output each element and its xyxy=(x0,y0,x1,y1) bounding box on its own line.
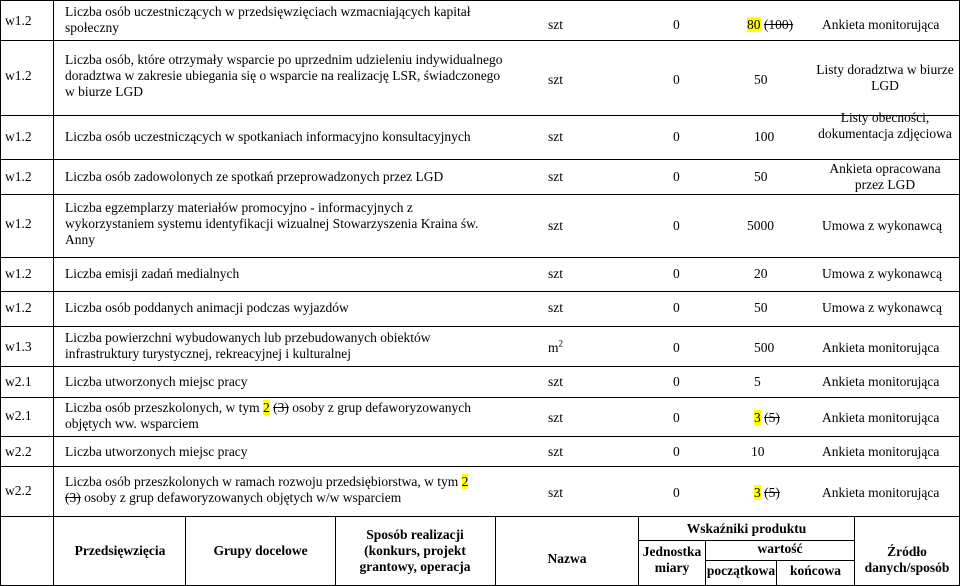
target-value: 5000 xyxy=(747,218,774,233)
source: Umowa z wykonawcą xyxy=(822,218,942,233)
source: Ankieta opracowana przez LGD xyxy=(829,161,941,192)
row-divider xyxy=(0,516,960,517)
row-code: w2.1 xyxy=(5,408,32,423)
name-old: (3) xyxy=(273,400,289,415)
row-code: w2.2 xyxy=(5,483,32,498)
unit: szt xyxy=(548,485,563,500)
source: Ankieta monitorująca xyxy=(822,17,940,32)
row-code: w1.2 xyxy=(5,169,32,184)
indicator-name: Liczba utworzonych miejsc pracy xyxy=(65,374,248,389)
name-part: Liczba osób przeszkolonych, w tym xyxy=(65,400,260,415)
header-przedsiewziecia: Przedsięwzięcia xyxy=(74,543,166,558)
indicator-name: Liczba emisji zadań medialnych xyxy=(65,266,240,281)
header-sposob-realizacji: Sposób realizacji (konkurs, projekt grantowy, operacja xyxy=(359,527,471,574)
start-value: 0 xyxy=(673,374,680,389)
unit-exponent: 2 xyxy=(558,338,564,349)
header-grupy-docelowe: Grupy docelowe xyxy=(213,543,308,558)
source: Ankieta monitorująca xyxy=(822,410,940,425)
row-code: w1.3 xyxy=(5,339,32,354)
row-divider xyxy=(0,291,960,292)
target-value xyxy=(747,17,793,33)
indicator-name: Liczba osób poddanych animacji podczas wyjazdów xyxy=(65,300,349,315)
start-value: 0 xyxy=(673,444,680,459)
start-value: 0 xyxy=(673,485,680,500)
target-value: 100 xyxy=(754,129,775,144)
row-code: w2.2 xyxy=(5,444,32,459)
indicator-name: Liczba osób uczestniczących w spotkaniach informacyjno konsultacyjnych xyxy=(65,129,471,144)
col-divider xyxy=(53,0,54,586)
source: Ankieta monitorująca xyxy=(822,374,940,389)
start-value: 0 xyxy=(673,266,680,281)
unit: szt xyxy=(548,410,563,425)
row-divider xyxy=(0,194,960,195)
indicator-name xyxy=(65,400,485,432)
row-code: w1.2 xyxy=(5,68,32,83)
row-divider xyxy=(0,257,960,258)
source: Umowa z wykonawcą xyxy=(822,300,942,315)
start-value: 0 xyxy=(673,17,680,32)
header-jednostka-miary: Jednostka miary xyxy=(642,544,702,575)
target-value xyxy=(754,485,780,501)
source: Umowa z wykonawcą xyxy=(822,266,942,281)
indicator-name: Liczba utworzonych miejsc pracy xyxy=(65,444,248,459)
unit: szt xyxy=(548,129,563,144)
target-old: (100) xyxy=(763,17,794,32)
header-subdivider xyxy=(705,560,854,561)
start-value: 0 xyxy=(673,340,680,355)
row-divider xyxy=(0,436,960,437)
target-new: 3 xyxy=(754,485,761,500)
row-code: w1.2 xyxy=(5,13,32,28)
target-value: 5 xyxy=(754,374,761,389)
target-old: (5) xyxy=(764,410,780,425)
target-new: 3 xyxy=(754,410,761,425)
unit: szt xyxy=(548,218,563,233)
row-code: w1.2 xyxy=(5,266,32,281)
start-value: 0 xyxy=(673,218,680,233)
source: Ankieta monitorująca xyxy=(822,444,940,459)
indicator-name: Liczba osób uczestniczących w przedsięwzięciach wzmacniających kapitał społeczny xyxy=(65,4,471,35)
col-divider xyxy=(0,0,1,586)
row-code: w1.2 xyxy=(5,216,32,231)
unit xyxy=(548,340,563,356)
header-wartosc: wartość xyxy=(757,541,803,556)
header-koncowa: końcowa xyxy=(789,563,841,578)
row-divider xyxy=(0,159,960,160)
row-divider xyxy=(0,366,960,367)
target-new: 80 xyxy=(747,17,761,32)
target-value: 10 xyxy=(751,444,765,459)
unit: szt xyxy=(548,300,563,315)
indicator-name xyxy=(65,474,485,506)
start-value: 0 xyxy=(673,169,680,184)
unit-base: m xyxy=(548,340,559,355)
unit: szt xyxy=(548,17,563,32)
row-divider xyxy=(0,40,960,41)
target-value: 50 xyxy=(754,169,768,184)
unit: szt xyxy=(548,72,563,87)
name-old: (3) xyxy=(65,490,81,505)
source: Listy doradztwa w biurze LGD xyxy=(816,62,954,93)
row-divider xyxy=(0,466,960,467)
target-value: 50 xyxy=(754,72,768,87)
source: Ankieta monitorująca xyxy=(822,485,940,500)
row-code: w2.1 xyxy=(5,374,32,389)
source: Listy obecności, dokumentacja zdjęciowa xyxy=(818,110,952,141)
name-part: Liczba osób przeszkolonych w ramach rozwoju przedsiębiorstwa, w tym xyxy=(65,474,459,489)
header-zrodlo: Źródło danych/sposób xyxy=(864,544,950,575)
name-part: osoby z grup defaworyzowanych objętych w/w wsparciem xyxy=(84,490,402,505)
target-value: 500 xyxy=(754,340,775,355)
indicator-name: Liczba egzemplarzy materiałów promocyjno - informacyjnych z wykorzystaniem systemu identyfikacji wizualnej Stowarzyszenia Kraina św. Anny xyxy=(65,200,479,247)
start-value: 0 xyxy=(673,72,680,87)
table-border-top xyxy=(0,0,960,1)
unit: szt xyxy=(548,266,563,281)
target-old: (5) xyxy=(764,485,780,500)
unit: szt xyxy=(548,374,563,389)
name-new: 2 xyxy=(461,474,469,489)
name-part: osoby z grup defaworyzowanych objętych ww. wsparciem xyxy=(65,400,472,431)
col-divider xyxy=(854,516,855,586)
row-divider xyxy=(0,397,960,398)
target-value: 50 xyxy=(754,300,768,315)
indicator-name: Liczba osób zadowolonych ze spotkań przeprowadzonych przez LGD xyxy=(65,169,444,184)
col-divider xyxy=(335,516,336,586)
unit: szt xyxy=(548,444,563,459)
header-nazwa: Nazwa xyxy=(547,551,587,566)
row-code: w1.2 xyxy=(5,300,32,315)
name-new: 2 xyxy=(262,400,270,415)
header-wskazniki-produktu: Wskaźniki produktu xyxy=(686,521,807,536)
indicator-name: Liczba powierzchni wybudowanych lub przebudowanych obiektów infrastruktury turystycznej, rekreacyjnej i kulturalnej xyxy=(65,330,431,361)
start-value: 0 xyxy=(673,410,680,425)
row-code: w1.2 xyxy=(5,129,32,144)
start-value: 0 xyxy=(673,300,680,315)
source: Ankieta monitorująca xyxy=(822,340,940,355)
start-value: 0 xyxy=(673,129,680,144)
target-value: 20 xyxy=(754,266,768,281)
unit: szt xyxy=(548,169,563,184)
header-poczatkowa: początkowa xyxy=(706,563,776,578)
target-value xyxy=(754,410,780,426)
indicator-name: Liczba osób, które otrzymały wsparcie po uprzednim udzieleniu indywidualnego doradztwa w zakresie ubiegania się o wsparcie na realizację LSR, świadczonego w biurze LGD xyxy=(65,52,503,99)
row-divider xyxy=(0,326,960,327)
